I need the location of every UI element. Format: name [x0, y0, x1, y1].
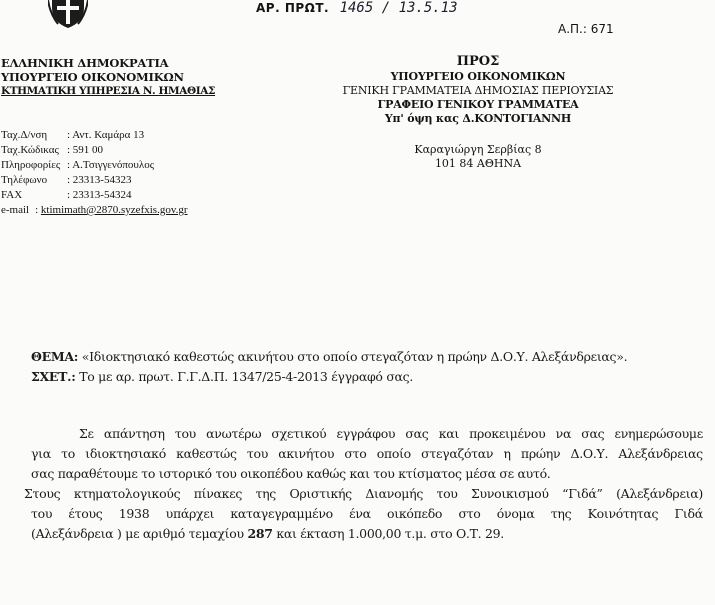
word: πίνακες — [193, 486, 243, 501]
word: Οριστικής — [289, 486, 352, 501]
word: στεγαζόταν — [421, 446, 494, 461]
word: οποίο — [376, 446, 411, 461]
recipient-line-1: ΥΠΟΥΡΓΕΙΟ ΟΙΚΟΝΟΜΙΚΩΝ — [390, 70, 566, 83]
word: της — [550, 506, 572, 521]
word: απάντηση — [103, 426, 165, 441]
word: το — [61, 446, 75, 461]
word: εγγράφου — [336, 426, 396, 441]
word: Συνοικισμού — [471, 486, 549, 501]
word: όνομα — [496, 506, 535, 521]
word: σχετικού — [271, 426, 327, 441]
info-row-contact: Πληροφορίες : Α.Τσιγγενόπουλος — [1, 159, 155, 171]
word: Δ.Ο.Υ. — [570, 446, 609, 461]
recipient-address-city: 101 84 ΑΘΗΝΑ — [434, 157, 522, 170]
word: καθεστώς — [176, 446, 237, 461]
parcel-number: 287 — [247, 526, 273, 541]
stamp-prefix: ΑΡ. ΠΡΩΤ. — [256, 1, 330, 15]
word: του — [246, 446, 269, 461]
word: ενημερώσουμε — [614, 426, 703, 441]
info-row-zip: Ταχ.Κώδικας : 591 00 — [1, 144, 104, 156]
word: προκειμένου — [469, 426, 546, 441]
word: ανωτέρω — [206, 426, 262, 441]
word: για — [31, 446, 51, 461]
word: ένα — [349, 506, 371, 521]
letter-body — [24, 347, 703, 544]
sender-line-1: ΕΛΛΗΝΙΚΗ ΔΗΜΟΚΡΑΤΙΑ — [1, 56, 169, 70]
recipient-line-3: ΓΡΑΦΕΙΟ ΓΕΝΙΚΟΥ ΓΡΑΜΜΑΤΕΑ — [377, 98, 579, 111]
word: Διανομής — [365, 486, 424, 501]
recipient-line-4: Υπ' όψη κας Δ.ΚΟΝΤΟΓΙΑΝΝΗ — [384, 112, 572, 125]
sender-line-3: ΚΤΗΜΑΤΙΚΗ ΥΠΗΡΕΣΙΑ Ν. ΗΜΑΘΙΑΣ — [1, 85, 216, 97]
subject-label: ΘΕΜΑ: — [31, 349, 79, 364]
ap-number: Α.Π.: 671 — [558, 22, 614, 36]
paragraph-2-line-2 — [31, 504, 703, 524]
word: οικόπεδο — [387, 506, 443, 521]
word: του — [436, 486, 458, 501]
word: η — [503, 446, 511, 461]
word: Γιδά — [674, 506, 703, 521]
info-row-phone: Τηλέφωνο : 23313-54323 — [1, 174, 132, 186]
recipient-block — [278, 54, 678, 171]
recipient-address — [278, 143, 678, 171]
word: του — [31, 506, 53, 521]
recipient-address-street: Καραγιώργη Σερβίας 8 — [414, 143, 542, 156]
word: του — [174, 426, 196, 441]
sender-line-2: ΥΠΟΥΡΓΕΙΟ ΟΙΚΟΝΟΜΙΚΩΝ — [1, 70, 184, 84]
word: υπάρχει — [165, 506, 215, 521]
word: Κοινότητας — [587, 506, 659, 521]
stamp-handwritten-number: 1465 / 13.5.13 — [339, 0, 458, 16]
sender-contact-info — [1, 128, 188, 218]
word: σας — [581, 426, 605, 441]
word: σας — [405, 426, 429, 441]
word: πρώην — [520, 446, 561, 461]
word: ιδιοκτησιακό — [85, 446, 166, 461]
info-row-fax: FAX : 23313-54324 — [1, 189, 132, 201]
email-link[interactable]: ktimimath@2870.syzefxis.gov.gr — [40, 204, 188, 216]
word: κτηματολογικούς — [73, 486, 181, 501]
reference-text: Το με αρ. πρωτ. Γ.Γ.Δ.Π. 1347/25-4-2013 έγγραφό σας. — [79, 369, 414, 384]
paragraph-1-line-1 — [31, 424, 703, 444]
word: έτους — [68, 506, 103, 521]
paragraph-2-line-1 — [24, 484, 703, 504]
paragraph-1-line-3: σας παραθέτουμε το ιστορικό του οικοπέδου καθώς και του κτίσματος μέσα σε αυτό. — [31, 466, 551, 481]
word: στο — [458, 506, 481, 521]
paragraph-1-line-2 — [31, 444, 703, 464]
word: “Γιδά” — [562, 486, 603, 501]
subject-line — [31, 347, 703, 367]
protocol-stamp — [256, 0, 458, 16]
word: ακινήτου — [278, 446, 335, 461]
word: στο — [344, 446, 367, 461]
word: να — [555, 426, 572, 441]
word: Αλεξάνδρειας — [618, 446, 703, 461]
word: Στους — [24, 486, 61, 501]
recipient-line-2: ΓΕΝΙΚΗ ΓΡΑΜΜΑΤΕΙΑ ΔΗΜΟΣΙΑΣ ΠΕΡΙΟΥΣΙΑΣ — [342, 84, 614, 97]
paragraph-2-line-3: (Αλεξάνδρεια ) με αριθμό τεμαχίου 287 και έκταση 1.000,00 τ.μ. στο Ο.Τ. 29. — [31, 526, 504, 541]
greek-coat-of-arms-icon — [48, 0, 88, 28]
recipient-heading: ΠΡΟΣ — [456, 54, 500, 69]
word: και — [438, 426, 459, 441]
info-row-email: e-mail : ktimimath@2870.syzefxis.gov.gr — [1, 204, 188, 216]
email-label: e-mail — [1, 204, 30, 216]
word: 1938 — [118, 506, 150, 521]
word: (Αλεξάνδρεια) — [616, 486, 703, 501]
word: της — [255, 486, 277, 501]
word: καταγεγραμμένο — [230, 506, 333, 521]
reference-line — [31, 367, 703, 387]
subject-text: «Ιδιοκτησιακό καθεστώς ακινήτου στο οποίο στεγαζόταν η πρώην Δ.Ο.Υ. Αλεξάνδρειας». — [81, 349, 628, 364]
sender-block — [1, 56, 251, 98]
info-row-address: Ταχ.Δ/νση : Αντ. Καμάρα 13 — [1, 129, 145, 141]
word: Σε — [79, 426, 94, 441]
reference-label: ΣΧΕΤ.: — [31, 369, 76, 384]
